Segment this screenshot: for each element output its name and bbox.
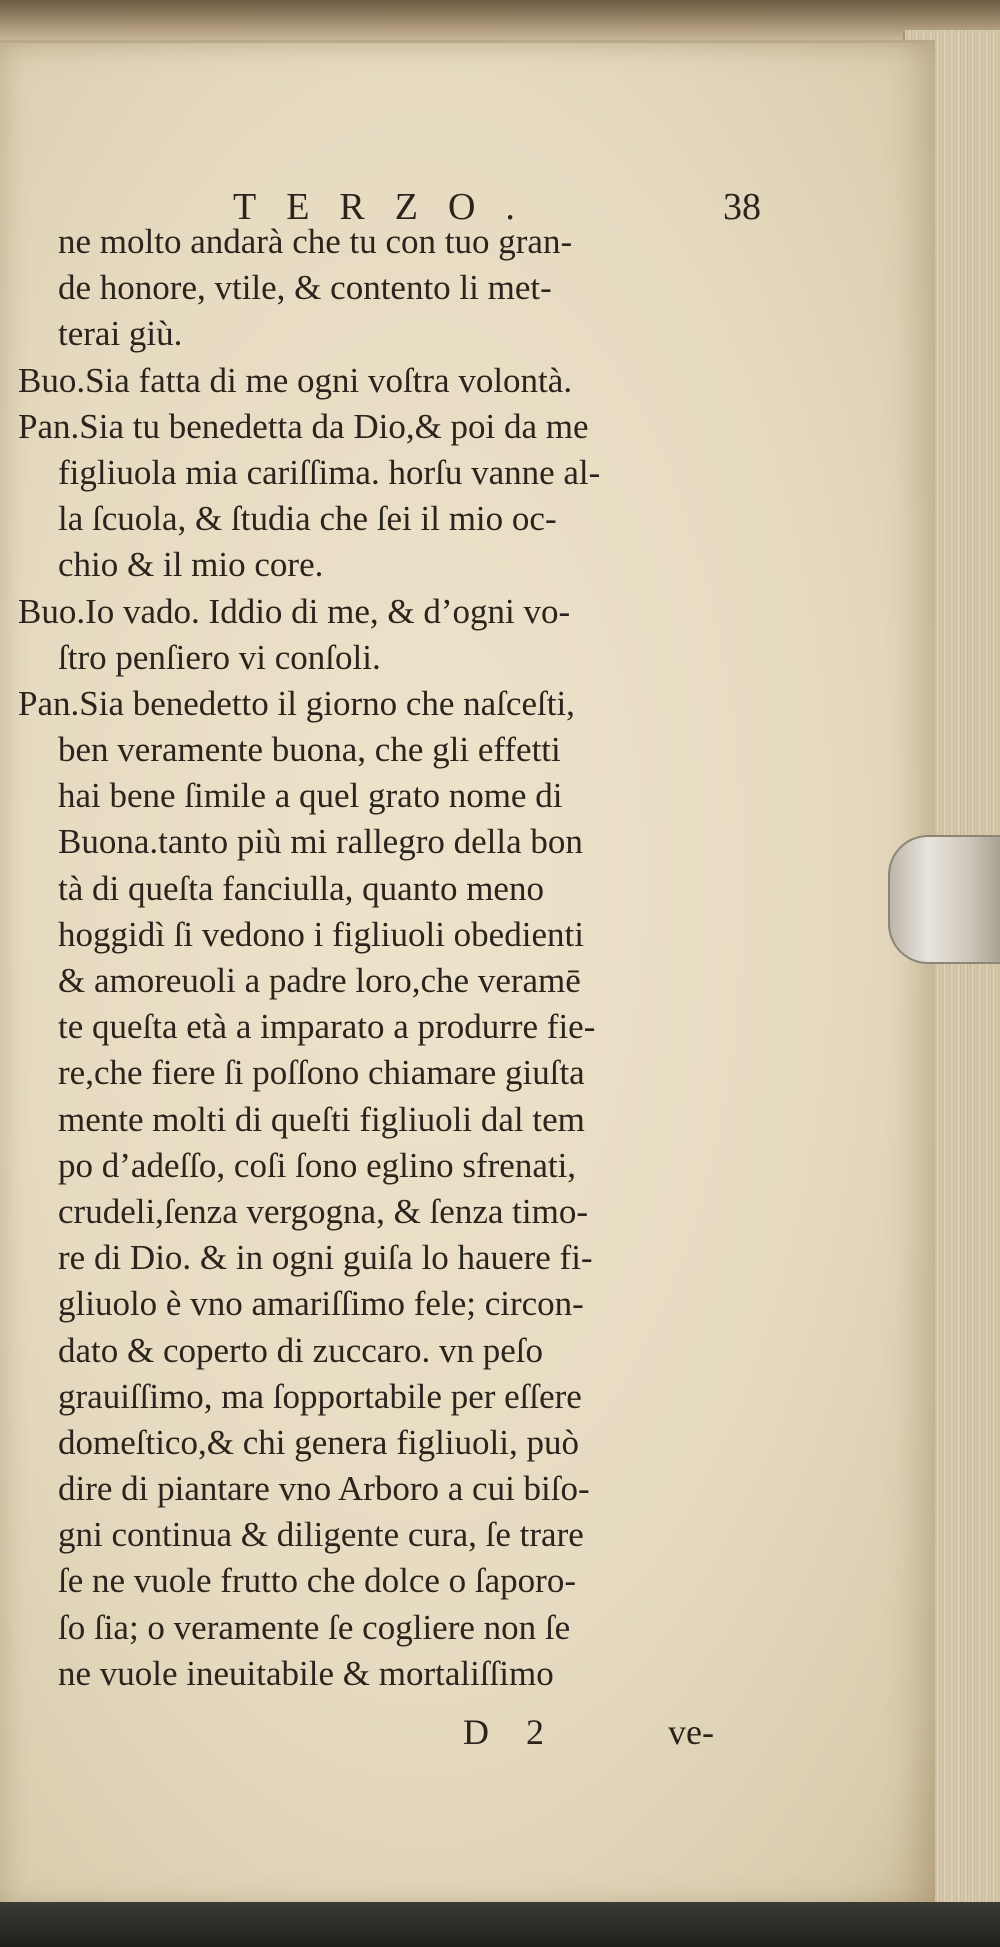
line-text: mente molti di queſti figliuoli dal tem	[58, 1099, 585, 1139]
page-footer	[18, 1703, 778, 1763]
text-line	[18, 819, 778, 865]
speaker-line	[18, 589, 778, 635]
line-text: ſe ne vuole frutto che dolce o ſaporo-	[58, 1561, 576, 1601]
book-page	[0, 40, 935, 1908]
text-line	[18, 1143, 778, 1189]
line-text: crudeli,ſenza vergogna, & ſenza timo-	[58, 1191, 588, 1231]
line-text: Pan.Sia benedetto il giorno che naſceſti,	[18, 683, 575, 723]
line-text: & amoreuoli a padre loro,che veramē	[58, 961, 581, 1000]
line-text: grauiſſimo, ma ſopportabile per eſſere	[58, 1376, 582, 1416]
text-line	[18, 1420, 778, 1466]
text-line	[18, 1189, 778, 1235]
text-line	[18, 866, 778, 912]
speaker-line	[18, 358, 778, 404]
line-text: terai giù.	[58, 314, 183, 354]
text-line	[18, 496, 778, 542]
line-text: ſo ſia; o veramente ſe cogliere non ſe	[58, 1607, 571, 1647]
book-top-edge	[0, 0, 1000, 42]
line-text: po d’adeſſo, coſi ſono eglino sfrenati,	[58, 1145, 577, 1185]
line-text: ne molto andarà che tu con tuo gran-	[58, 222, 573, 261]
text-line	[18, 542, 778, 588]
text-line	[18, 219, 778, 265]
line-text: re,che fiere ſi poſſono chiamare giuſta	[58, 1053, 585, 1093]
text-line	[18, 1466, 778, 1512]
text-line	[18, 1605, 778, 1651]
text-line	[18, 773, 778, 819]
line-text: ſtro penſiero vi conſoli.	[58, 637, 381, 677]
line-text: chio & il mio core.	[58, 545, 324, 585]
text-line	[18, 1004, 778, 1050]
line-text: la ſcuola, & ſtudia che ſei il mio oc-	[58, 499, 557, 539]
line-text: gni continua & diligente cura, ſe trare	[58, 1515, 584, 1555]
text-line	[18, 727, 778, 773]
line-text: ben veramente buona, che gli effetti	[58, 730, 561, 770]
body-lines	[18, 219, 778, 1697]
text-line	[18, 1512, 778, 1558]
text-line	[18, 1050, 778, 1096]
line-text: hoggidì ſi vedono i figliuoli obedienti	[58, 914, 584, 954]
text-line	[18, 1558, 778, 1604]
line-text: re di Dio. & in ogni guiſa lo hauere fi-	[58, 1238, 593, 1278]
text-line	[18, 1328, 778, 1374]
text-line	[18, 450, 778, 496]
text-line	[18, 1281, 778, 1327]
line-text: Buona.tanto più mi rallegro della bon	[58, 822, 583, 862]
text-line	[18, 1097, 778, 1143]
line-text: tà di queſta fanciulla, quanto meno	[58, 868, 544, 908]
text-line	[18, 1235, 778, 1281]
signature-mark: D 2	[463, 1712, 558, 1752]
line-text: Buo.Io vado. Iddio di me, & d’ogni vo-	[18, 591, 571, 631]
catchword: ve-	[668, 1712, 714, 1752]
line-text: gliuolo è vno amariſſimo fele; circon-	[58, 1284, 584, 1324]
line-text: Pan.Sia tu benedetta da Dio,& poi da me	[18, 406, 589, 446]
line-text: Buo.Sia fatta di me ogni voſtra volontà.	[18, 360, 573, 400]
text-line	[18, 635, 778, 681]
text-line	[18, 958, 778, 1004]
text-line	[18, 265, 778, 311]
text-line	[18, 1374, 778, 1420]
running-head-title: TERZO.	[233, 186, 545, 228]
page-number: 38	[723, 186, 761, 228]
line-text: ne vuole ineuitabile & mortaliſſimo	[58, 1653, 554, 1693]
text-line	[18, 311, 778, 357]
line-text: de honore, vtile, & contento li met-	[58, 268, 552, 308]
line-text: dire di piantare vno Arboro a cui biſo-	[58, 1469, 590, 1509]
speaker-line	[18, 404, 778, 450]
line-text: te queſta età a imparato a produrre fie-	[58, 1007, 596, 1047]
book-bottom-edge	[0, 1902, 1000, 1947]
metal-clasp	[888, 835, 1000, 964]
running-head	[18, 143, 778, 228]
line-text: dato & coperto di zuccaro. vn peſo	[58, 1330, 543, 1370]
text-line	[18, 1651, 778, 1697]
line-text: figliuola mia cariſſima. horſu vanne al-	[58, 452, 601, 492]
line-text: hai bene ſimile a quel grato nome di	[58, 776, 563, 816]
text-line	[18, 912, 778, 958]
text-block	[18, 143, 778, 1763]
speaker-line	[18, 681, 778, 727]
line-text: domeſtico,& chi genera figliuoli, può	[58, 1422, 579, 1462]
